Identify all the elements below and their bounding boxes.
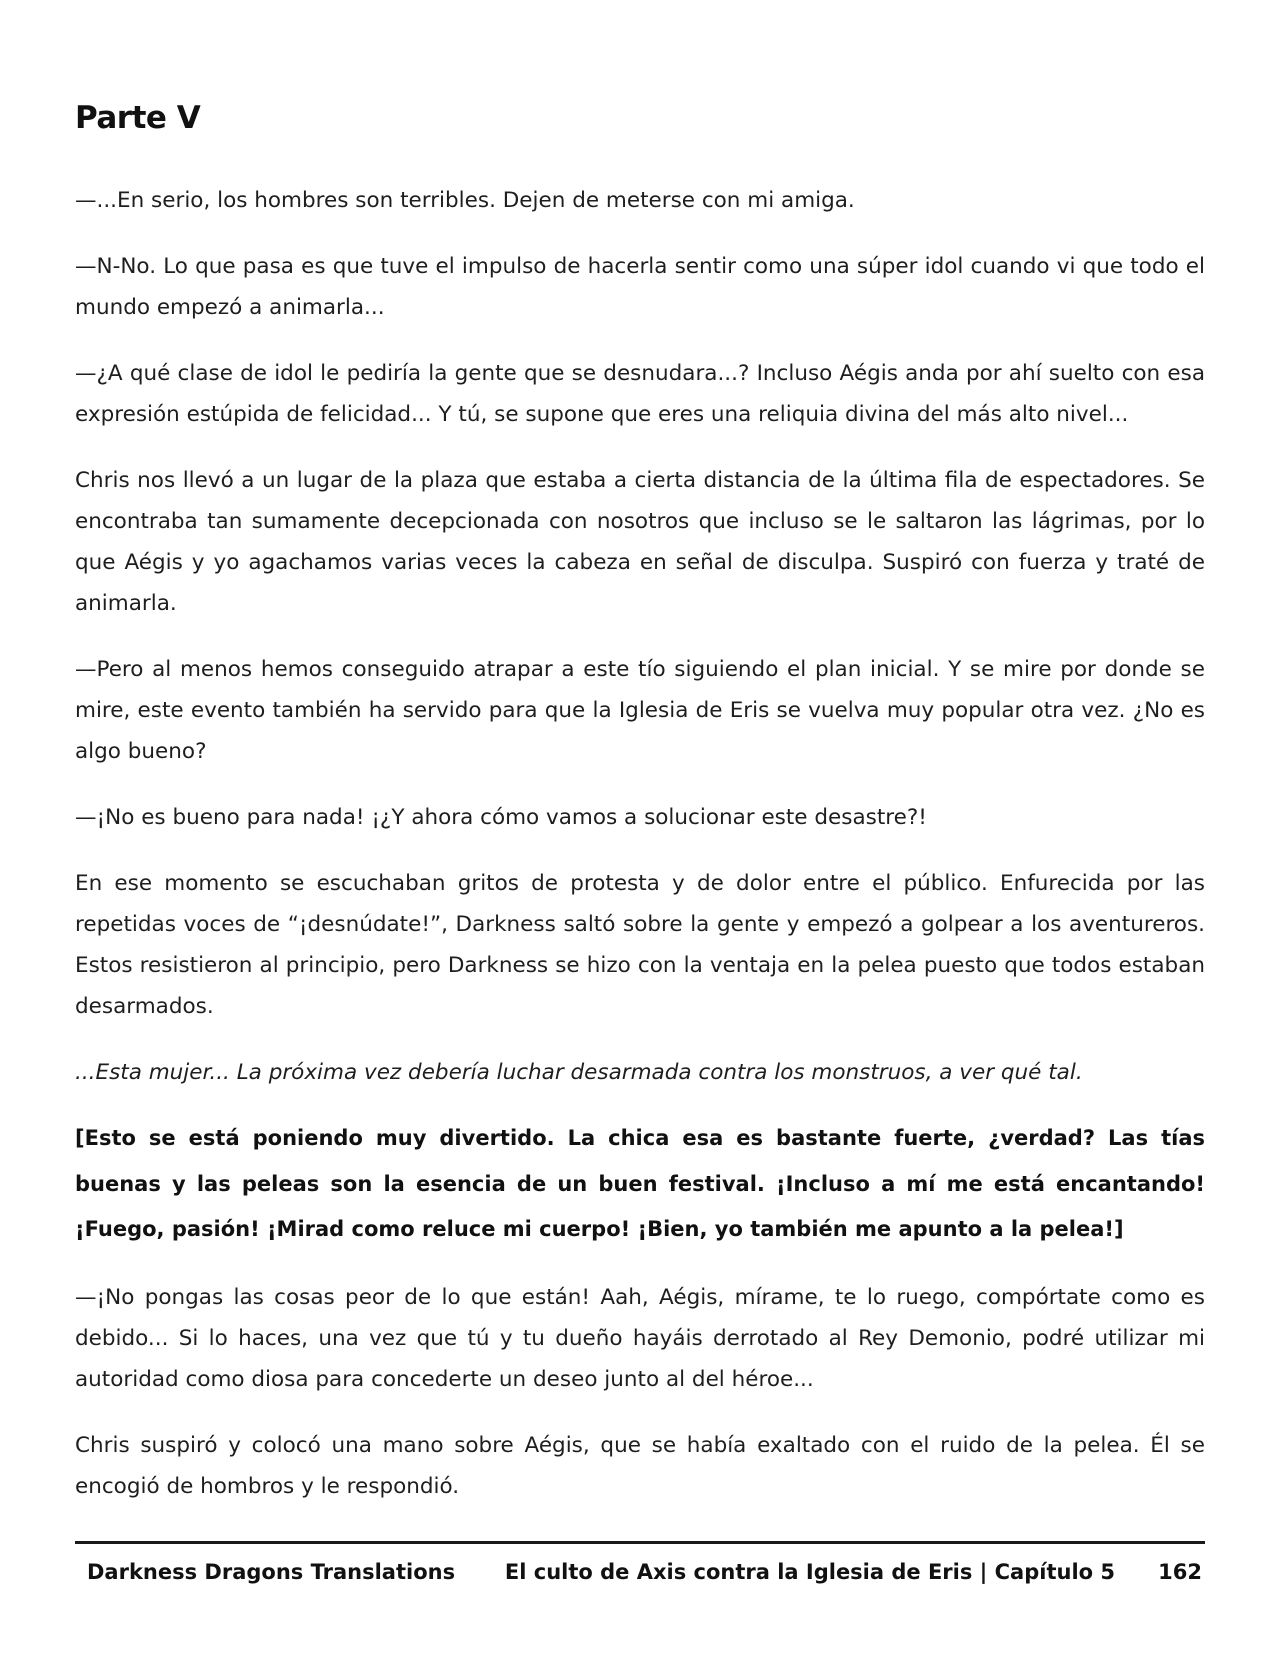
footer-book-title: El culto de Axis contra la Iglesia de Eris | Capítulo 5	[504, 1560, 1115, 1584]
footer-translator: Darkness Dragons Translations	[87, 1560, 456, 1584]
paragraph: —¿A qué clase de idol le pediría la gente que se desnudara...? Incluso Aégis anda por ahí suelto con esa expresión estúpida de felicidad... Y tú, se supone que eres una reliquia divina del más alto nivel...	[75, 361, 1205, 427]
page-footer	[75, 1541, 1205, 1594]
body-text	[75, 180, 1205, 1532]
document-page	[75, 0, 1205, 1656]
page-number: 162	[1158, 1560, 1202, 1584]
paragraph: —¡No es bueno para nada! ¡¿Y ahora cómo vamos a solucionar este desastre?!	[75, 805, 927, 830]
paragraph: Chris suspiró y colocó una mano sobre Aégis, que se había exaltado con el ruido de la pelea. Él se encogió de hombros y le respondió.	[75, 1432, 1205, 1499]
paragraph: —Pero al menos hemos conseguido atrapar a este tío siguiendo el plan inicial. Y se mire por donde se mire, este evento también ha servido para que la Iglesia de Eris se vuelva muy popular otra vez. ¿No es algo bueno?	[75, 657, 1205, 764]
bold-paragraph: [Esto se está poniendo muy divertido. La chica esa es bastante fuerte, ¿verdad? Las tías buenas y las peleas son la esencia de un buen festival. ¡Incluso a mí me está encantando! ¡Fuego, pasión! ¡Mirad como reluce mi cuerpo! ¡Bien, yo también me apunto a la pelea!]	[75, 1126, 1205, 1241]
section-heading: Parte V	[75, 100, 201, 136]
paragraph: —N-No. Lo que pasa es que tuve el impulso de hacerla sentir como una súper idol cuando vi que todo el mundo empezó a animarla...	[75, 254, 1205, 320]
paragraph: —...En serio, los hombres son terribles. Dejen de meterse con mi amiga.	[75, 188, 855, 213]
italic-paragraph: ...Esta mujer... La próxima vez debería luchar desarmada contra los monstruos, a ver qué tal.	[75, 1060, 1083, 1085]
paragraph: En ese momento se escuchaban gritos de protesta y de dolor entre el público. Enfurecida por las repetidas voces de “¡desnúdate!”, Darkness saltó sobre la gente y empezó a golpear a los aventureros. Estos resistieron al principio, pero Darkness se hizo con la ventaja en la pelea puesto que todos estaban desarmados.	[75, 871, 1205, 1019]
paragraph: Chris nos llevó a un lugar de la plaza que estaba a cierta distancia de la última fila de espectadores. Se encontraba tan sumamente decepcionada con nosotros que incluso se le saltaron las lágrimas, por lo que Aégis y yo agachamos varias veces la cabeza en señal de disculpa. Suspiró con fuerza y traté de animarla.	[75, 468, 1205, 616]
paragraph: —¡No pongas las cosas peor de lo que están! Aah, Aégis, mírame, te lo ruego, compórtate como es debido... Si lo haces, una vez que tú y tu dueño hayáis derrotado al Rey Demonio, podré utilizar mi autoridad como diosa para concederte un deseo junto al del héroe...	[75, 1284, 1205, 1392]
